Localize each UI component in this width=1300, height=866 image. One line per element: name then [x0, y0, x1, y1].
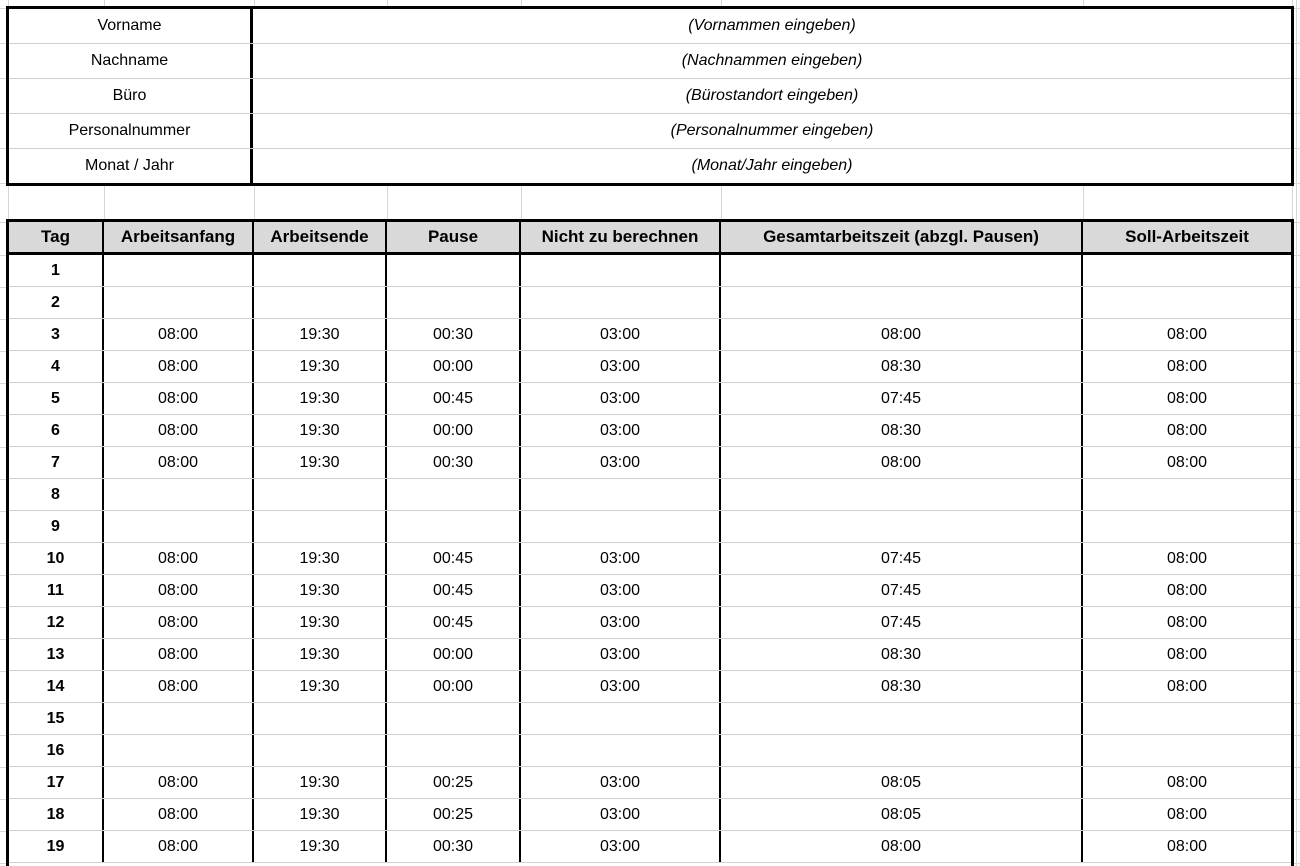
table-body: [9, 255, 1291, 863]
form-row-buero: [9, 79, 1291, 114]
table-row: [9, 479, 1291, 511]
cell-arbeitsende[interactable]: 19:30: [254, 607, 387, 638]
cell-gesamtarbeitszeit[interactable]: 08:30: [721, 415, 1083, 446]
cell-pause[interactable]: 00:00: [387, 351, 521, 382]
cell-soll-arbeitszeit[interactable]: 08:00: [1166, 325, 1208, 343]
cell-tag: 7: [9, 447, 104, 478]
cell-soll-arbeitszeit[interactable]: [1083, 703, 1291, 734]
table-row: [9, 255, 1291, 287]
cell-pause[interactable]: 00:25: [387, 799, 521, 830]
cell-gesamtarbeitszeit[interactable]: 08:30: [721, 351, 1083, 382]
cell-tag: 18: [9, 799, 104, 830]
employee-info-form: [6, 6, 1294, 186]
cell-soll-arbeitszeit[interactable]: [1083, 735, 1291, 766]
timesheet-table: [6, 219, 1294, 866]
column-header-pause: Pause: [387, 222, 521, 252]
cell-gesamtarbeitszeit[interactable]: 08:05: [721, 799, 1083, 830]
cell-soll-arbeitszeit[interactable]: [1083, 255, 1291, 286]
gridline-vertical: [1296, 0, 1297, 866]
cell-nicht-zu-berechnen[interactable]: 03:00: [521, 767, 721, 798]
cell-arbeitsanfang[interactable]: 08:00: [104, 639, 254, 670]
cell-pause[interactable]: [387, 511, 521, 542]
cell-tag: 2: [9, 287, 104, 318]
cell-nicht-zu-berechnen[interactable]: 03:00: [521, 575, 721, 606]
cell-arbeitsende[interactable]: [254, 511, 387, 542]
cell-arbeitsanfang[interactable]: 08:00: [104, 415, 254, 446]
table-row: [9, 671, 1291, 703]
cell-arbeitsende[interactable]: 19:30: [254, 415, 387, 446]
table-row: [9, 351, 1291, 383]
cell-arbeitsanfang[interactable]: 08:00: [104, 799, 254, 830]
cell-soll-arbeitszeit[interactable]: 08:00: [1166, 805, 1208, 823]
cell-soll-arbeitszeit[interactable]: 08:00: [1166, 389, 1208, 407]
cell-nicht-zu-berechnen[interactable]: 03:00: [521, 671, 721, 702]
cell-nicht-zu-berechnen[interactable]: 03:00: [521, 607, 721, 638]
cell-nicht-zu-berechnen[interactable]: 03:00: [521, 383, 721, 414]
cell-gesamtarbeitszeit[interactable]: 07:45: [721, 383, 1083, 414]
cell-tag: 16: [9, 735, 104, 766]
form-input-monat-jahr[interactable]: (Monat/Jahr eingeben): [691, 157, 853, 174]
form-input-nachname[interactable]: (Nachnammen eingeben): [681, 52, 863, 69]
cell-gesamtarbeitszeit[interactable]: 08:00: [721, 831, 1083, 862]
cell-arbeitsende[interactable]: 19:30: [254, 671, 387, 702]
cell-tag: 8: [9, 479, 104, 510]
column-header-arbeitsanfang: Arbeitsanfang: [104, 222, 254, 252]
cell-gesamtarbeitszeit[interactable]: 08:00: [721, 319, 1083, 350]
table-row: [9, 543, 1291, 575]
employee-info-form-rows: [9, 9, 1291, 183]
cell-gesamtarbeitszeit[interactable]: 07:45: [721, 607, 1083, 638]
cell-arbeitsende[interactable]: [254, 703, 387, 734]
cell-soll-arbeitszeit[interactable]: [1083, 287, 1291, 318]
cell-arbeitsende[interactable]: 19:30: [254, 543, 387, 574]
cell-soll-arbeitszeit[interactable]: 08:00: [1166, 677, 1208, 695]
form-input-buero[interactable]: (Bürostandort eingeben): [685, 87, 859, 104]
cell-tag: 12: [9, 607, 104, 638]
cell-soll-arbeitszeit[interactable]: 08:00: [1166, 837, 1208, 855]
cell-arbeitsende[interactable]: [254, 479, 387, 510]
cell-pause[interactable]: 00:30: [387, 831, 521, 862]
table-row: [9, 639, 1291, 671]
cell-arbeitsende[interactable]: 19:30: [254, 799, 387, 830]
cell-arbeitsanfang[interactable]: [104, 287, 254, 318]
cell-tag: 6: [9, 415, 104, 446]
table-row: [9, 831, 1291, 863]
form-label-nachname: Nachname: [9, 44, 253, 78]
cell-tag: 19: [9, 831, 104, 862]
cell-arbeitsende[interactable]: 19:30: [254, 447, 387, 478]
cell-gesamtarbeitszeit[interactable]: 08:05: [721, 767, 1083, 798]
column-header-soll-arbeitszeit: Soll-Arbeitszeit: [1125, 227, 1249, 246]
cell-gesamtarbeitszeit[interactable]: 08:00: [721, 447, 1083, 478]
table-row: [9, 319, 1291, 351]
cell-soll-arbeitszeit[interactable]: 08:00: [1166, 613, 1208, 631]
cell-pause[interactable]: [387, 287, 521, 318]
cell-soll-arbeitszeit[interactable]: 08:00: [1166, 645, 1208, 663]
cell-tag: 9: [9, 511, 104, 542]
cell-nicht-zu-berechnen[interactable]: [521, 479, 721, 510]
cell-arbeitsanfang[interactable]: 08:00: [104, 831, 254, 862]
cell-arbeitsanfang[interactable]: 08:00: [104, 447, 254, 478]
cell-pause[interactable]: [387, 255, 521, 286]
table-row: [9, 415, 1291, 447]
cell-arbeitsende[interactable]: [254, 255, 387, 286]
cell-nicht-zu-berechnen[interactable]: 03:00: [521, 639, 721, 670]
cell-pause[interactable]: 00:25: [387, 767, 521, 798]
cell-tag: 13: [9, 639, 104, 670]
cell-arbeitsende[interactable]: [254, 287, 387, 318]
cell-nicht-zu-berechnen[interactable]: 03:00: [521, 415, 721, 446]
column-header-arbeitsende: Arbeitsende: [254, 222, 387, 252]
cell-gesamtarbeitszeit[interactable]: 07:45: [721, 575, 1083, 606]
cell-arbeitsende[interactable]: 19:30: [254, 351, 387, 382]
cell-pause[interactable]: 00:30: [387, 319, 521, 350]
cell-gesamtarbeitszeit[interactable]: [721, 735, 1083, 766]
cell-tag: 14: [9, 671, 104, 702]
column-header-gesamtarbeitszeit: Gesamtarbeitszeit (abzgl. Pausen): [721, 222, 1083, 252]
cell-gesamtarbeitszeit[interactable]: 08:30: [721, 639, 1083, 670]
cell-nicht-zu-berechnen[interactable]: 03:00: [521, 543, 721, 574]
cell-pause[interactable]: 00:00: [387, 639, 521, 670]
cell-nicht-zu-berechnen[interactable]: 03:00: [521, 351, 721, 382]
cell-arbeitsende[interactable]: 19:30: [254, 767, 387, 798]
form-row-nachname: [9, 44, 1291, 79]
cell-nicht-zu-berechnen[interactable]: 03:00: [521, 799, 721, 830]
table-row: [9, 511, 1291, 543]
table-row: [9, 447, 1291, 479]
form-label-monat-jahr: Monat / Jahr: [9, 149, 253, 183]
cell-arbeitsanfang[interactable]: [104, 735, 254, 766]
cell-gesamtarbeitszeit[interactable]: [721, 479, 1083, 510]
cell-nicht-zu-berechnen[interactable]: [521, 511, 721, 542]
form-input-personalnummer[interactable]: (Personalnummer eingeben): [670, 122, 874, 139]
table-row: [9, 287, 1291, 319]
cell-arbeitsanfang[interactable]: 08:00: [104, 319, 254, 350]
cell-arbeitsende[interactable]: 19:30: [254, 319, 387, 350]
cell-tag: 15: [9, 703, 104, 734]
cell-tag: 4: [9, 351, 104, 382]
cell-arbeitsanfang[interactable]: 08:00: [104, 607, 254, 638]
table-row: [9, 575, 1291, 607]
cell-tag: 3: [9, 319, 104, 350]
cell-soll-arbeitszeit[interactable]: 08:00: [1166, 453, 1208, 471]
cell-tag: 1: [9, 255, 104, 286]
column-header-tag: Tag: [9, 222, 104, 252]
cell-nicht-zu-berechnen[interactable]: [521, 735, 721, 766]
cell-gesamtarbeitszeit[interactable]: 08:30: [721, 671, 1083, 702]
cell-pause[interactable]: 00:30: [387, 447, 521, 478]
table-row: [9, 383, 1291, 415]
cell-soll-arbeitszeit[interactable]: 08:00: [1166, 421, 1208, 439]
cell-gesamtarbeitszeit[interactable]: [721, 287, 1083, 318]
cell-pause[interactable]: 00:00: [387, 671, 521, 702]
cell-arbeitsanfang[interactable]: 08:00: [104, 671, 254, 702]
cell-gesamtarbeitszeit[interactable]: [721, 255, 1083, 286]
cell-pause[interactable]: 00:45: [387, 543, 521, 574]
cell-tag: 11: [9, 575, 104, 606]
cell-tag: 10: [9, 543, 104, 574]
cell-gesamtarbeitszeit[interactable]: 07:45: [721, 543, 1083, 574]
cell-pause[interactable]: 00:45: [387, 575, 521, 606]
form-row-personalnummer: [9, 114, 1291, 149]
cell-nicht-zu-berechnen[interactable]: [521, 255, 721, 286]
form-input-vorname[interactable]: (Vornammen eingeben): [688, 17, 856, 34]
cell-soll-arbeitszeit[interactable]: 08:00: [1166, 549, 1208, 567]
cell-soll-arbeitszeit[interactable]: 08:00: [1166, 357, 1208, 375]
cell-arbeitsende[interactable]: 19:30: [254, 831, 387, 862]
cell-arbeitsanfang[interactable]: 08:00: [104, 767, 254, 798]
cell-arbeitsanfang[interactable]: [104, 703, 254, 734]
cell-soll-arbeitszeit[interactable]: 08:00: [1166, 773, 1208, 791]
cell-nicht-zu-berechnen[interactable]: [521, 287, 721, 318]
cell-nicht-zu-berechnen[interactable]: [521, 703, 721, 734]
cell-pause[interactable]: [387, 479, 521, 510]
table-row: [9, 703, 1291, 735]
form-label-vorname: Vorname: [9, 9, 253, 43]
cell-gesamtarbeitszeit[interactable]: [721, 511, 1083, 542]
table-row: [9, 799, 1291, 831]
cell-soll-arbeitszeit[interactable]: 08:00: [1166, 581, 1208, 599]
cell-pause[interactable]: 00:45: [387, 383, 521, 414]
cell-arbeitsende[interactable]: 19:30: [254, 383, 387, 414]
cell-tag: 5: [9, 383, 104, 414]
form-label-personalnummer: Personalnummer: [9, 114, 253, 148]
column-header-nicht-zu-berechnen: Nicht zu berechnen: [521, 222, 721, 252]
cell-tag: 17: [9, 767, 104, 798]
cell-pause[interactable]: 00:00: [387, 415, 521, 446]
cell-pause[interactable]: [387, 735, 521, 766]
cell-soll-arbeitszeit[interactable]: [1083, 479, 1291, 510]
cell-arbeitsanfang[interactable]: [104, 479, 254, 510]
cell-arbeitsanfang[interactable]: [104, 255, 254, 286]
cell-nicht-zu-berechnen[interactable]: 03:00: [521, 831, 721, 862]
table-header-row: [9, 222, 1291, 255]
form-label-buero: Büro: [9, 79, 253, 113]
cell-pause[interactable]: 00:45: [387, 607, 521, 638]
cell-arbeitsanfang[interactable]: 08:00: [104, 383, 254, 414]
table-row: [9, 607, 1291, 639]
cell-arbeitsende[interactable]: 19:30: [254, 575, 387, 606]
cell-pause[interactable]: [387, 703, 521, 734]
cell-gesamtarbeitszeit[interactable]: [721, 703, 1083, 734]
cell-arbeitsanfang[interactable]: 08:00: [104, 575, 254, 606]
form-row-vorname: [9, 9, 1291, 44]
cell-nicht-zu-berechnen[interactable]: 03:00: [521, 447, 721, 478]
cell-arbeitsanfang[interactable]: 08:00: [104, 351, 254, 382]
cell-arbeitsanfang[interactable]: [104, 511, 254, 542]
cell-nicht-zu-berechnen[interactable]: 03:00: [521, 319, 721, 350]
cell-arbeitsende[interactable]: 19:30: [254, 639, 387, 670]
table-row: [9, 767, 1291, 799]
cell-soll-arbeitszeit[interactable]: [1083, 511, 1291, 542]
cell-arbeitsanfang[interactable]: 08:00: [104, 543, 254, 574]
cell-arbeitsende[interactable]: [254, 735, 387, 766]
table-row: [9, 735, 1291, 767]
form-row-monat-jahr: [9, 149, 1291, 183]
